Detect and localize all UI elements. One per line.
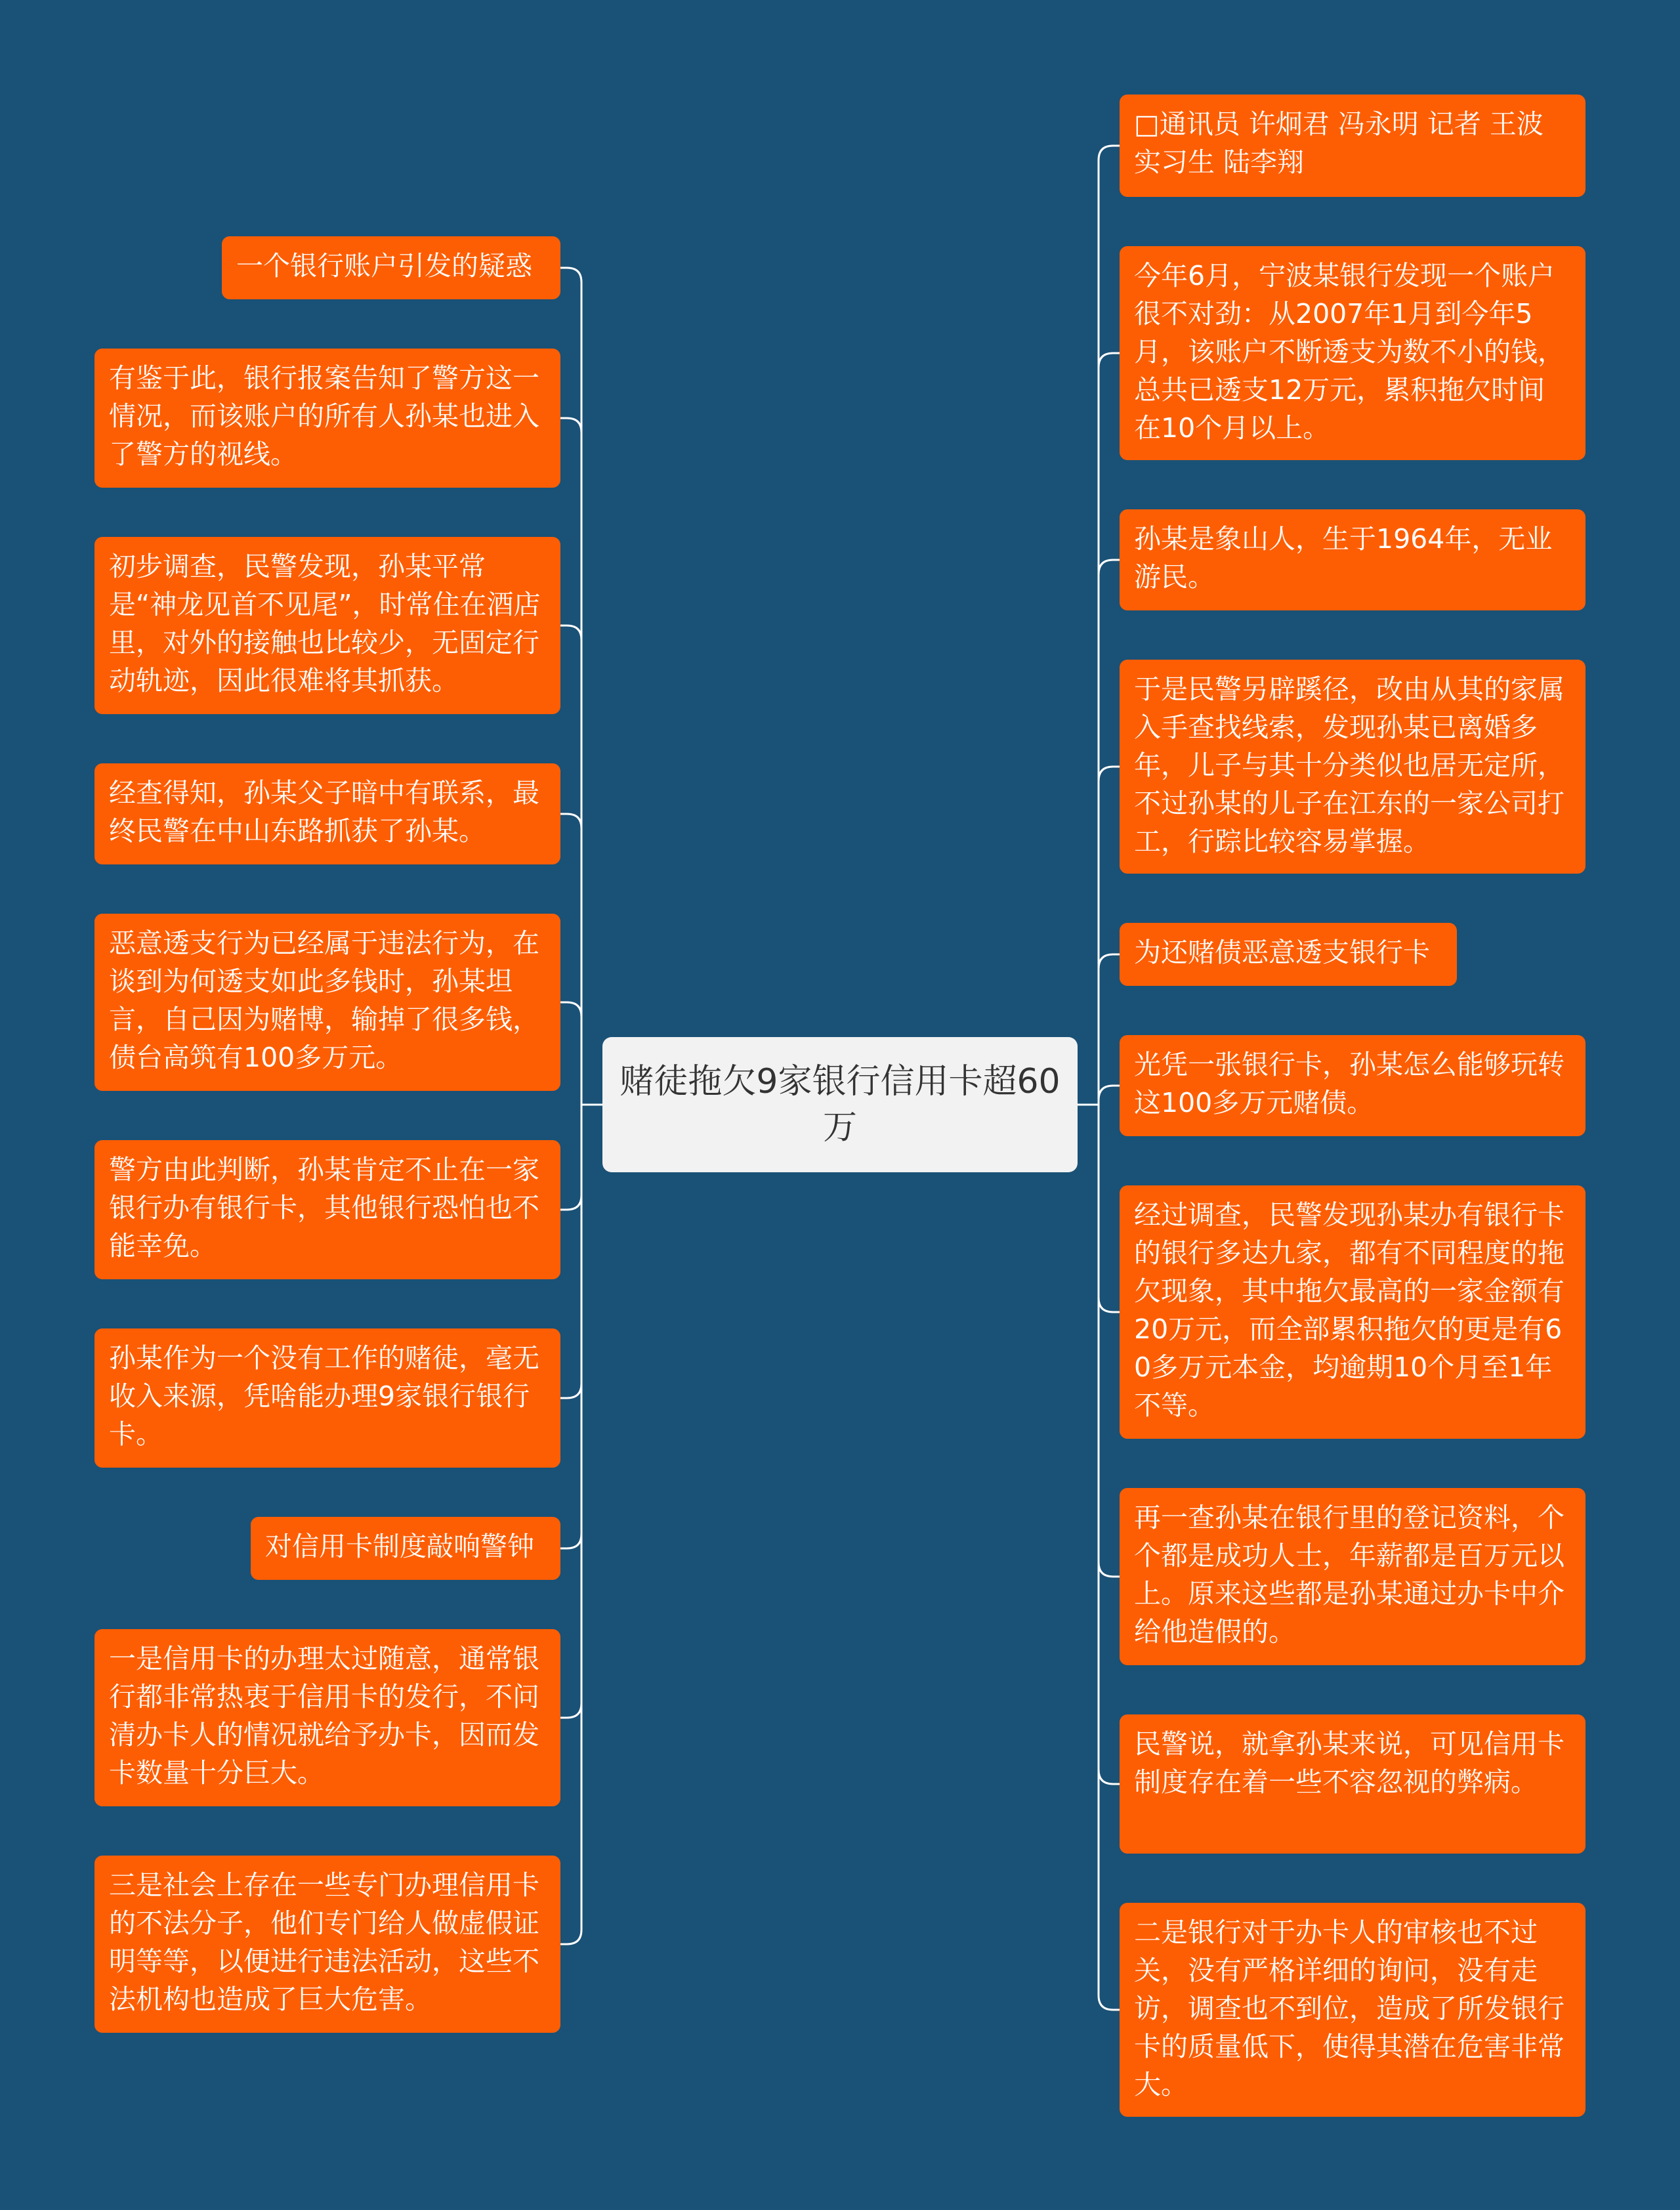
right-connector-2 [1099,353,1120,368]
left-connector-4 [560,814,581,828]
left-connector-1 [560,268,581,282]
left-node-2[interactable]: 有鉴于此，银行报案告知了警方这一情况，而该账户的所有人孙某也进入了警方的视线。 [94,349,560,488]
left-connector-3 [560,626,581,640]
left-node-9[interactable]: 一是信用卡的办理太过随意，通常银行都非常热衷于信用卡的发行，不问清办卡人的情况就给予办卡，因而发卡数量十分巨大。 [94,1629,560,1806]
left-node-3[interactable]: 初步调查，民警发现，孙某平常是“神龙见首不见尾”，时常住在酒店里，对外的接触也比较少，无固定行动轨迹，因此很难将其抓获。 [94,537,560,714]
right-node-8[interactable]: 再一查孙某在银行里的登记资料，个个都是成功人士，年薪都是百万元以上。原来这些都是孙某通过办卡中介给他造假的。 [1120,1488,1586,1665]
left-node-7[interactable]: 孙某作为一个没有工作的赌徒，毫无收入来源，凭啥能办理9家银行银行卡。 [94,1328,560,1468]
left-node-10[interactable]: 三是社会上存在一些专门办理信用卡的不法分子，他们专门给人做虚假证明等等，以便进行违法活动，这些不法机构也造成了巨大危害。 [94,1856,560,2033]
right-connector-3 [1099,560,1120,574]
left-node-1[interactable]: 一个银行账户引发的疑惑 [222,236,560,299]
right-node-6[interactable]: 光凭一张银行卡，孙某怎么能够玩转这100多万元赌债。 [1120,1035,1586,1136]
right-connector-6 [1099,1086,1120,1100]
left-node-8[interactable]: 对信用卡制度敲响警钟 [251,1517,560,1580]
left-connector-2 [560,418,581,433]
right-connector-5 [1099,954,1120,969]
left-node-4[interactable]: 经查得知，孙某父子暗中有联系，最终民警在中山东路抓获了孙某。 [94,763,560,864]
left-connector-9 [560,1703,581,1718]
right-connector-9 [1099,1770,1120,1784]
right-connector-4 [1099,767,1120,781]
right-node-7[interactable]: 经过调查，民警发现孙某办有银行卡的银行多达九家，都有不同程度的拖欠现象，其中拖欠最高的一家金额有20万元，而全部累积拖欠的更是有60多万元本金，均逾期10个月至1年不等。 [1120,1185,1586,1439]
left-node-6[interactable]: 警方由此判断，孙某肯定不止在一家银行办有银行卡，其他银行恐怕也不能幸免。 [94,1140,560,1279]
right-node-2[interactable]: 今年6月，宁波某银行发现一个账户很不对劲：从2007年1月到今年5月，该账户不断透支为数不小的钱，总共已透支12万元，累积拖欠时间在10个月以上。 [1120,246,1586,460]
right-node-9[interactable]: 民警说，就拿孙某来说，可见信用卡制度存在着一些不容忽视的弊病。 [1120,1714,1586,1854]
right-node-5[interactable]: 为还赌债恶意透支银行卡 [1120,923,1457,986]
right-node-3[interactable]: 孙某是象山人，生于1964年，无业游民。 [1120,509,1586,610]
right-node-4[interactable]: 于是民警另辟蹊径，改由从其的家属入手查找线索，发现孙某已离婚多年，儿子与其十分类似也居无定所，不过孙某的儿子在江东的一家公司打工，行踪比较容易掌握。 [1120,660,1586,874]
right-connector-7 [1099,1298,1120,1312]
left-connector-5 [560,1002,581,1017]
right-connector-8 [1099,1562,1120,1577]
right-node-10[interactable]: 二是银行对于办卡人的审核也不过关，没有严格详细的询问，没有走访，调查也不到位，造成了所发银行卡的质量低下，使得其潜在危害非常大。 [1120,1903,1586,2117]
central-topic[interactable]: 赌徒拖欠9家银行信用卡超60万 [602,1037,1078,1172]
left-connector-10 [560,1930,581,1944]
left-node-5[interactable]: 恶意透支行为已经属于违法行为，在谈到为何透支如此多钱时，孙某坦言，自己因为赌博，输掉了很多钱，债台高筑有100多万元。 [94,914,560,1091]
right-connector-1 [1099,146,1120,160]
left-connector-7 [560,1384,581,1398]
left-connector-6 [560,1195,581,1210]
right-connector-10 [1099,1995,1120,2010]
right-node-1[interactable]: □通讯员 许炯君 冯永明 记者 王波 实习生 陆李翔 [1120,95,1586,197]
left-connector-8 [560,1534,581,1548]
